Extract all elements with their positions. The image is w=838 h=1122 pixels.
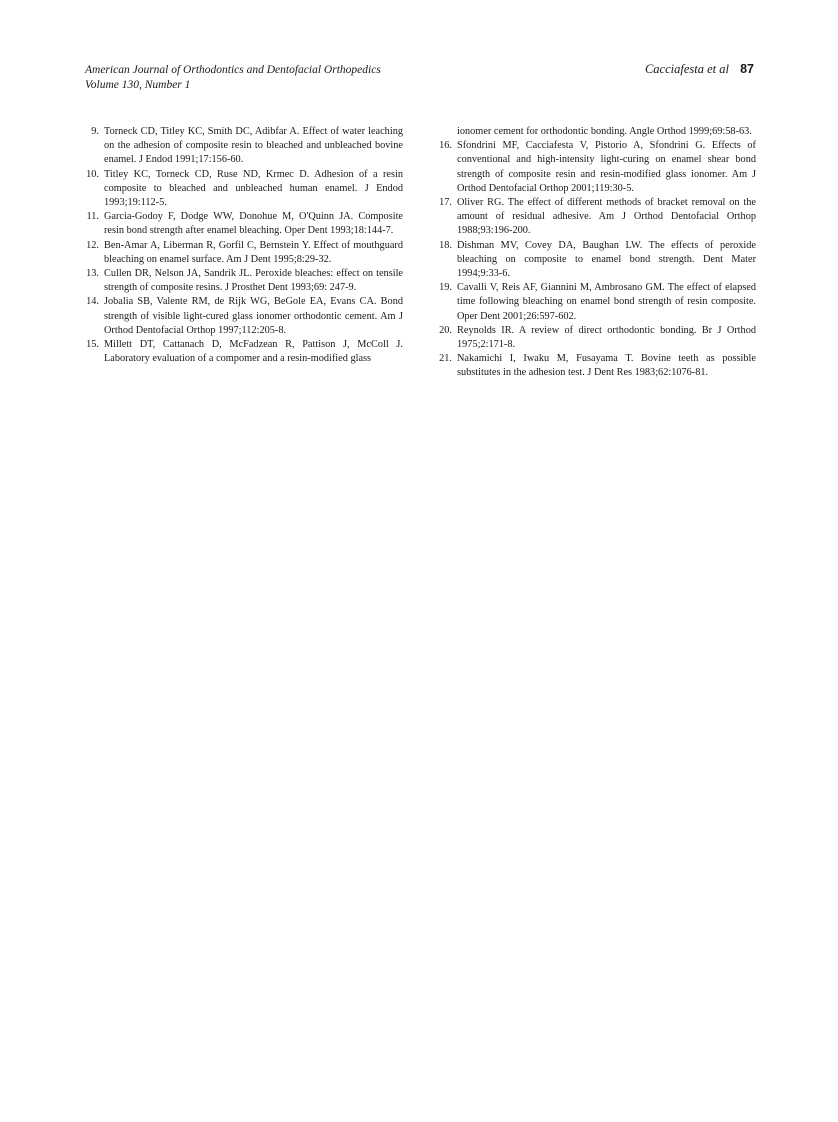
reference-number: 10. <box>86 168 99 180</box>
reference-number: 18. <box>439 239 452 251</box>
reference-item <box>83 125 403 168</box>
running-header-journal <box>85 63 381 92</box>
page-number: 87 <box>740 62 754 76</box>
reference-item <box>83 210 403 238</box>
reference-number: 21. <box>439 353 452 365</box>
reference-item <box>436 352 756 380</box>
reference-item <box>83 239 403 267</box>
reference-text: Reynolds IR. A review of direct orthodontic bonding. Br J Orthod 1975;2:171-8. <box>457 324 756 351</box>
reference-number: 19. <box>439 282 452 294</box>
journal-volume: Volume 130, Number 1 <box>85 78 191 91</box>
reference-text: Nakamichi I, Iwaku M, Fusayama T. Bovine teeth as possible substitutes in the adhesion test. J Dent Res 1983;62:1076-81. <box>457 353 756 379</box>
reference-number: 11. <box>86 211 99 223</box>
reference-number: 17. <box>439 197 452 209</box>
reference-text: Cullen DR, Nelson JA, Sandrik JL. Peroxide bleaches: effect on tensile strength of composite resins. J Prosthet Dent 1993;69: 247-9. <box>104 268 403 294</box>
reference-number: 14. <box>86 296 99 308</box>
running-header-authors <box>645 62 754 77</box>
reference-item <box>436 239 756 282</box>
reference-item <box>436 281 756 324</box>
reference-number: 13. <box>86 268 99 280</box>
reference-text: Ben-Amar A, Liberman R, Gorfil C, Bernstein Y. Effect of mouthguard bleaching on enamel surface. Am J Dent 1995;8:29-32. <box>104 239 403 265</box>
reference-text: Titley KC, Torneck CD, Ruse ND, Krmec D. Adhesion of a resin composite to bleached and unbleached human enamel. J Endod 1993;19:112-5. <box>104 168 403 209</box>
references-left-column <box>83 125 403 366</box>
reference-text: Jobalia SB, Valente RM, de Rijk WG, BeGole EA, Evans CA. Bond strength of visible light-cured glass ionomer orthodontic cement. Am J Orthod Dentofacial Orthop 1997;112:205-8. <box>104 296 403 336</box>
reference-text: Dishman MV, Covey DA, Baughan LW. The effects of peroxide bleaching on composite to enamel bond strength. Dent Mater 1994;9:33-6. <box>457 239 756 280</box>
reference-text: Millett DT, Cattanach D, McFadzean R, Pattison J, McColl J. Laboratory evaluation of a compomer and a resin-modified glass <box>104 339 403 365</box>
reference-number: 9. <box>91 126 99 137</box>
reference-item <box>436 139 756 196</box>
reference-item <box>83 267 403 295</box>
reference-number: 15. <box>86 339 99 351</box>
reference-item <box>83 295 403 338</box>
reference-continuation <box>436 125 756 139</box>
reference-number: 12. <box>86 239 99 251</box>
reference-text: ionomer cement for orthodontic bonding. Angle Orthod 1999;69:58-63. <box>457 126 752 137</box>
reference-item <box>436 196 756 239</box>
reference-item <box>83 338 403 366</box>
reference-text: Cavalli V, Reis AF, Giannini M, Ambrosano GM. The effect of elapsed time following bleaching on enamel bond strength of resin composite. Oper Dent 2001;26:597-602. <box>457 282 756 322</box>
reference-number: 16. <box>439 140 452 152</box>
reference-text: Torneck CD, Titley KC, Smith DC, Adibfar A. Effect of water leaching on the adhesion of composite resin to bleached and unbleached bovine enamel. J Endod 1991;17:156-60. <box>104 126 403 166</box>
reference-text: Oliver RG. The effect of different methods of bracket removal on the amount of residual adhesive. Am J Orthod Dentofacial Orthop 1988;93:196-200. <box>457 197 756 237</box>
journal-title: American Journal of Orthodontics and Dentofacial Orthopedics <box>85 64 381 76</box>
reference-item <box>436 324 756 352</box>
reference-text: Sfondrini MF, Cacciafesta V, Pistorio A, Sfondrini G. Effects of conventional and high-intensity light-curing on enamel shear bond strength of composite resin and resin-modified glass ionomer. Am J Orthod Dentofacial Orthop 2001;119:30-5. <box>457 140 756 194</box>
header-authors: Cacciafesta et al <box>644 62 729 76</box>
references-right-column <box>436 125 756 381</box>
reference-item <box>83 168 403 211</box>
reference-number: 20. <box>439 324 452 336</box>
reference-text: Garcia-Godoy F, Dodge WW, Donohue M, O'Quinn JA. Composite resin bond strength after enamel bleaching. Oper Dent 1993;18:144-7. <box>104 211 403 237</box>
